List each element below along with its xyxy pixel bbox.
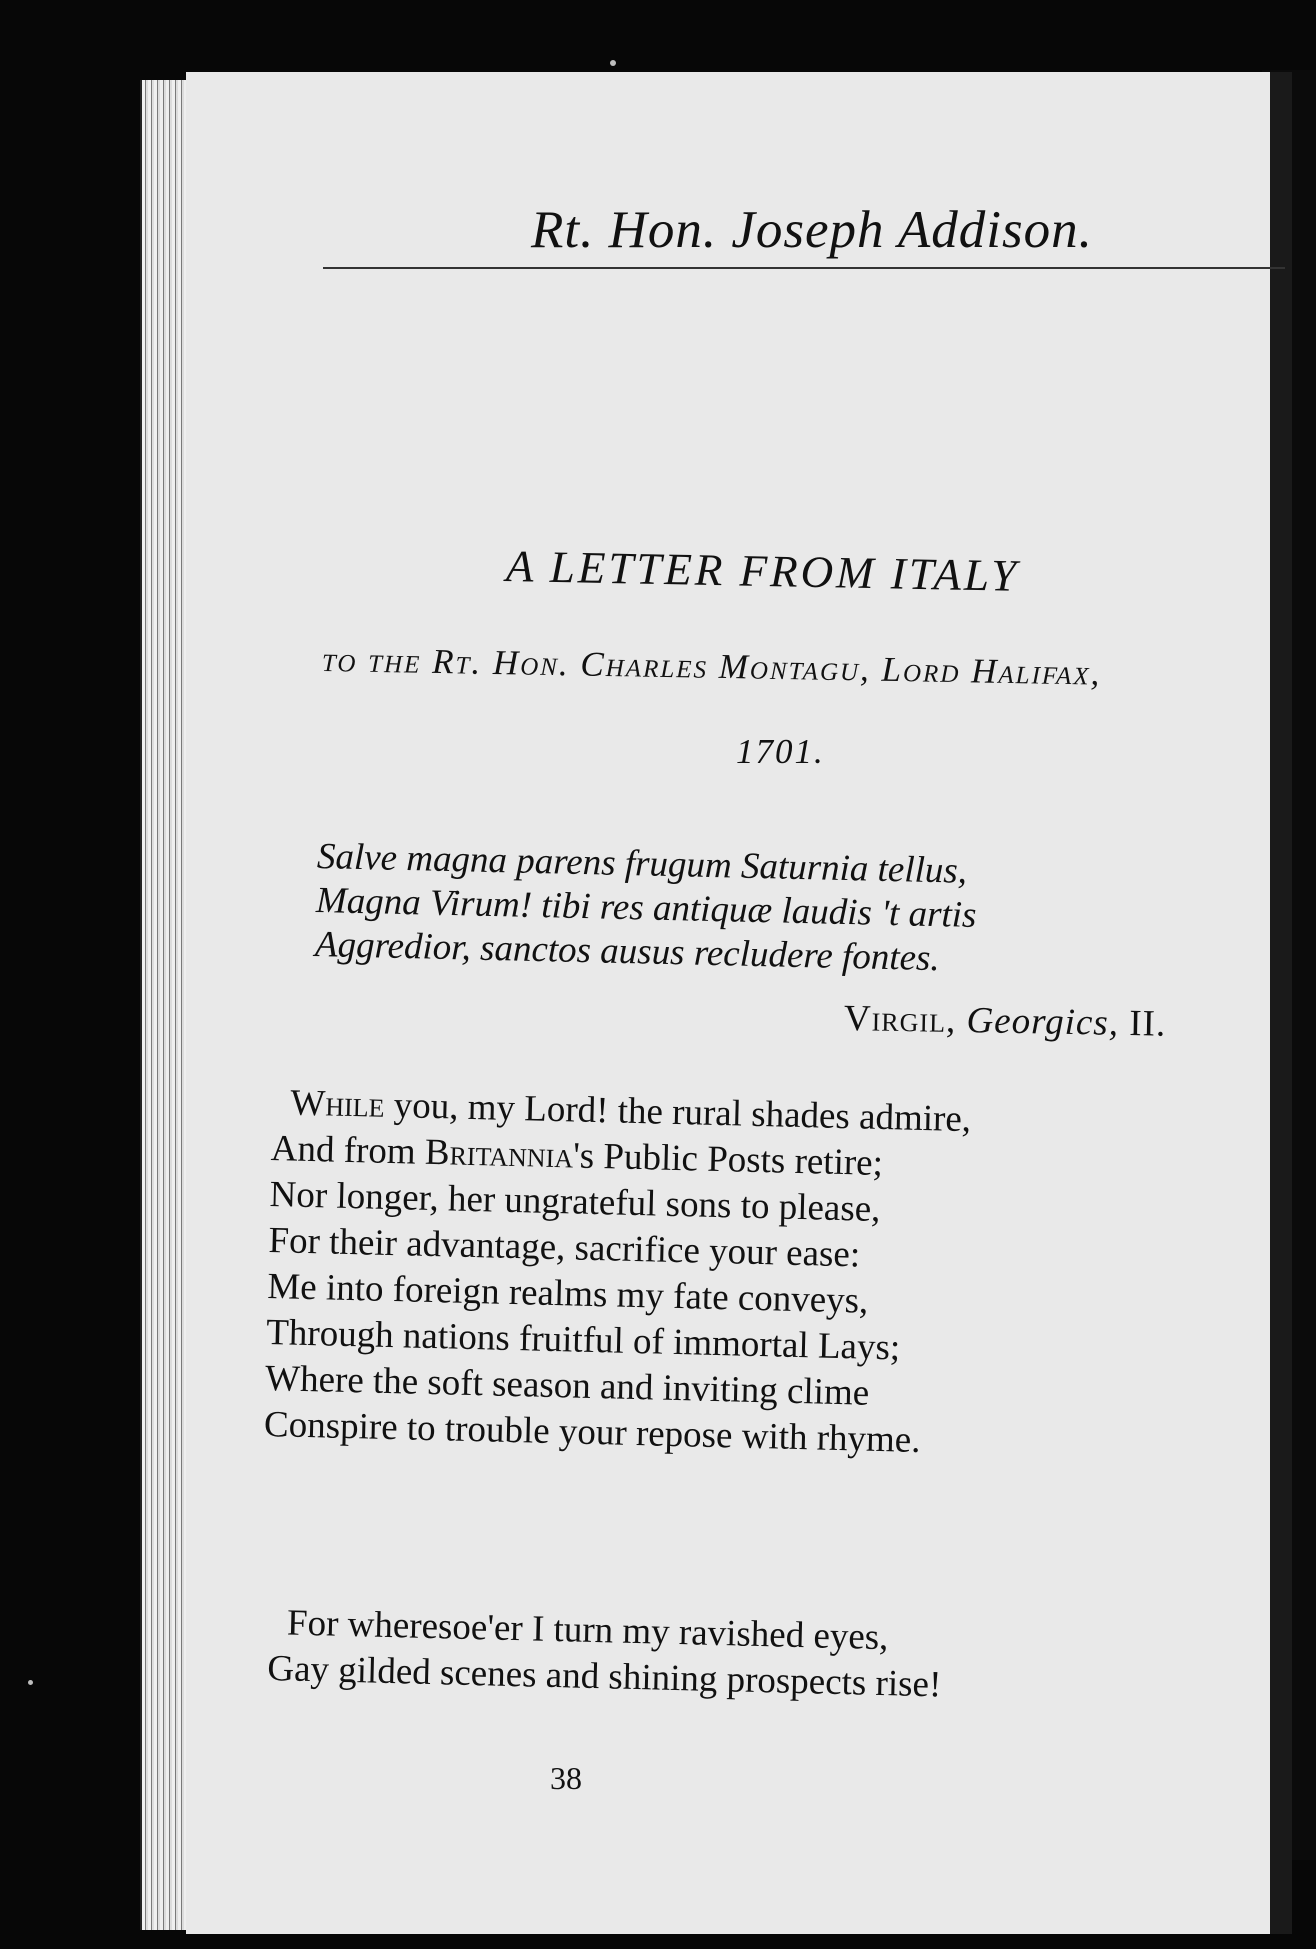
epigraph-line: Magna Virum! tibi res antiquæ laudis 't artis xyxy=(315,880,977,936)
line-text: And from xyxy=(270,1128,426,1173)
poem-line: Me into foreign realms my fate conveys, xyxy=(266,1265,869,1322)
page-number: 38 xyxy=(550,1760,582,1796)
poem-line: Through nations fruitful of immortal Lays; xyxy=(265,1311,901,1369)
epigraph-line: Aggredior, sanctos ausus recludere fontes. xyxy=(314,923,941,980)
britannia-name: Britannia xyxy=(424,1131,574,1177)
attribution-book: II. xyxy=(1128,1002,1167,1045)
attribution-author: Virgil, xyxy=(843,998,957,1041)
page-edges xyxy=(140,80,188,1930)
drop-word: While xyxy=(289,1082,386,1126)
attribution-work: Georgics, xyxy=(966,1000,1120,1044)
epigraph xyxy=(315,835,978,982)
stanza-1 xyxy=(264,1080,972,1465)
running-head: Rt. Hon. Joseph Addison. xyxy=(531,201,1093,259)
header-rule xyxy=(323,267,1285,269)
poem-line: Gay gilded scenes and shining prospects rise! xyxy=(266,1647,942,1706)
poem-line: For their advantage, sacrifice your ease: xyxy=(268,1220,861,1276)
year: 1701. xyxy=(736,732,825,771)
scan-speck xyxy=(610,60,616,66)
line-text: you, my Lord! the rural shades admire, xyxy=(384,1084,972,1141)
line-text: For wheresoe'er I turn my ravished eyes, xyxy=(286,1602,889,1659)
poem-title: A LETTER FROM ITALY xyxy=(505,541,1020,601)
poem-line: Where the soft season and inviting clime xyxy=(264,1357,870,1414)
epigraph-attribution xyxy=(844,997,1167,1046)
poem-line: Nor longer, her ungrateful sons to please, xyxy=(269,1174,881,1230)
stanza-2 xyxy=(267,1600,943,1708)
epigraph-line: Salve magna parens frugum Saturnia tellus, xyxy=(316,836,968,892)
book-page xyxy=(186,72,1292,1934)
line-text: 's Public Posts retire; xyxy=(572,1135,884,1184)
scan-speck xyxy=(28,1680,33,1685)
poem-line: Conspire to trouble your repose with rhyme. xyxy=(263,1403,922,1461)
dedication: to the Rt. Hon. Charles Montagu, Lord Halifax, xyxy=(321,640,1102,693)
